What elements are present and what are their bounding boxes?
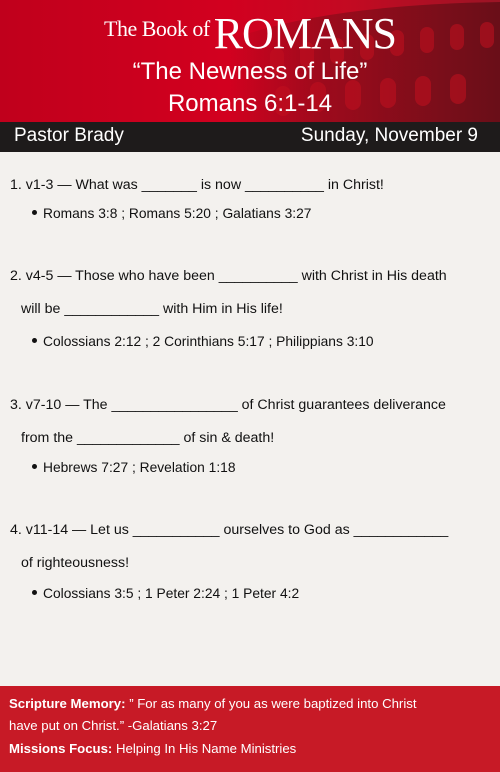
point-text-continued: from the _____________ of sin & death!: [21, 430, 275, 446]
reference-list: Hebrews 7:27 ; Revelation 1:18: [43, 460, 236, 475]
point-text: 2. v4-5 — Those who have been __________ with Christ in His death: [10, 268, 447, 284]
point-text: 1. v1-3 — What was _______ is now __________ in Christ!: [10, 177, 384, 193]
reference-list: Romans 3:8 ; Romans 5:20 ; Galatians 3:27: [43, 206, 312, 221]
info-bar: [0, 122, 500, 152]
sermon-date: Sunday, November 9: [300, 125, 478, 146]
missions-focus-text: Helping In His Name Ministries: [112, 741, 297, 756]
scripture-references: [32, 460, 236, 475]
bullet-icon: [32, 464, 37, 469]
bullet-icon: [32, 338, 37, 343]
scripture-memory-continued: have put on Christ.” -Galatians 3:27: [9, 718, 218, 733]
missions-focus: [9, 741, 296, 756]
scripture-memory-label: Scripture Memory:: [9, 696, 126, 711]
book-title: [0, 8, 500, 59]
point-text-continued: of righteousness!: [21, 555, 130, 571]
bullet-icon: [32, 590, 37, 595]
bullet-icon: [32, 210, 37, 215]
point-text-continued: will be ____________ with Him in His life!: [21, 301, 283, 317]
reference-list: Colossians 2:12 ; 2 Corinthians 5:17 ; Philippians 3:10: [43, 334, 374, 349]
sermon-title: “The Newness of Life”: [132, 58, 368, 85]
scripture-references: [32, 206, 311, 221]
footer-banner: [0, 686, 500, 772]
book-title-name: ROMANS: [213, 9, 396, 58]
pastor-name: Pastor Brady: [14, 125, 124, 146]
point-text: 4. v11-14 — Let us ___________ ourselves to God as ____________: [10, 522, 449, 538]
point-text: 3. v7-10 — The ________________ of Christ guarantees deliverance: [10, 397, 446, 413]
header-banner: [0, 0, 500, 122]
scripture-memory-text: ” For as many of you as were baptized into Christ: [125, 696, 417, 711]
scripture-references: [32, 586, 299, 601]
sermon-reference: Romans 6:1-14: [167, 90, 333, 117]
scripture-references: [32, 334, 374, 349]
missions-focus-label: Missions Focus:: [9, 741, 113, 756]
reference-list: Colossians 3:5 ; 1 Peter 2:24 ; 1 Peter 4:2: [43, 586, 300, 601]
scripture-memory: [9, 696, 417, 711]
book-title-prefix: The Book of: [104, 16, 210, 41]
